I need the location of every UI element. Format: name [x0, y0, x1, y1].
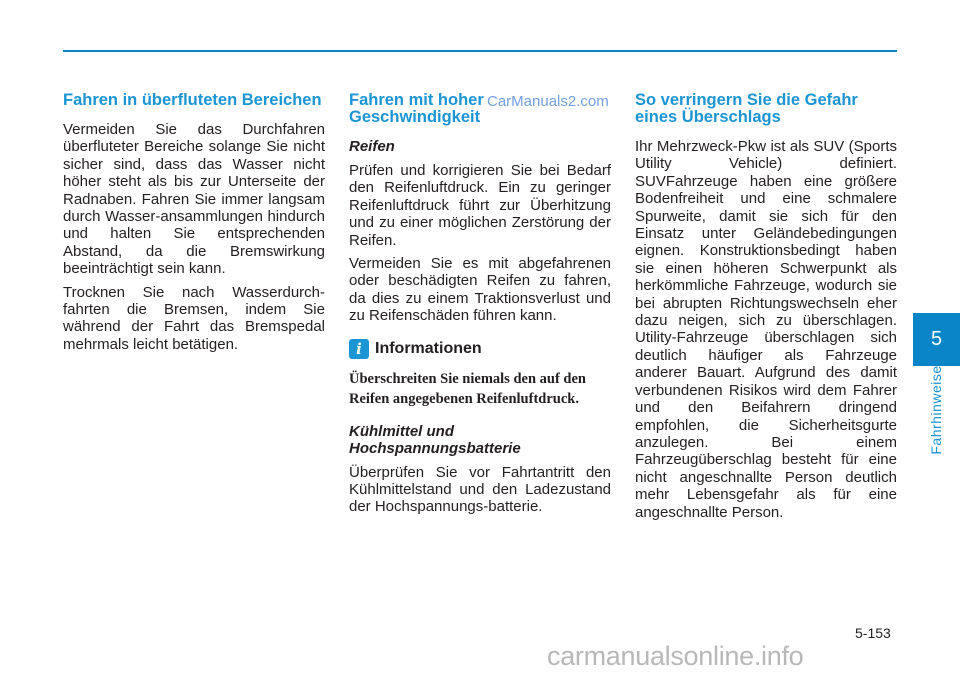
page-number: 5-153	[855, 625, 891, 641]
chapter-label: Fahrhinweise	[928, 365, 944, 455]
column-high-speed	[349, 92, 611, 522]
paragraph-rollover: Ihr Mehrzweck-Pkw ist als SUV (Sports Utility Vehicle) definiert. SUVFahrzeuge haben eine größere Bodenfreiheit und eine schmalere Spurweite, damit sie sich für den Einsatz unter Geländebedingungen eignen. Konstruktionsbedingt haben sie einen höheren Schwerpunkt als herkömmliche Fahrzeuge, wodurch sie bei abrupten Richtungswechseln eher dazu neigen, sich zu überschlagen. Utility-Fahrzeuge überschlagen sich deutlich häufiger als Fahrzeuge anderer Bauart. Aufgrund des damit verbundenen Risikos wird dem Fahrer und den Beifahrern dringend empfohlen, die Sicherheitsgurte anzulegen. Bei einem Fahrzeugüberschlag besteht für eine nicht angeschnallte Person deutlich mehr Lebensgefahr als für eine angeschnallte Person.	[635, 138, 897, 521]
column-flooded-areas	[63, 92, 325, 359]
paragraph-flooded-2: Trocknen Sie nach Wasserdurch-fahrten die Bremsen, indem Sie während der Fahrt das Bremspedal mehrmals leicht betätigen.	[63, 283, 325, 353]
subheading-tires: Reifen	[349, 138, 395, 155]
info-text: Überschreiten Sie niemals den auf den Reifen angegebenen Reifenluftdruck.	[349, 370, 586, 407]
subheading-coolant: Kühlmittel und Hochspannungsbatterie	[349, 422, 521, 457]
section-title-rollover: So verringern Sie die Gefahr eines Überschlags	[635, 91, 858, 126]
info-icon: i	[349, 339, 369, 359]
watermark-carmanuals2: CarManuals2.com	[487, 93, 609, 110]
chapter-number-tab: 5	[913, 313, 960, 366]
section-title-flooded: Fahren in überfluteten Bereichen	[63, 91, 322, 109]
info-title: Informationen	[375, 339, 482, 357]
paragraph-tires-1: Prüfen und korrigieren Sie bei Bedarf den Reifenluftdruck. Ein zu geringer Reifenluftdruck führt zur Überhitzung und zu einer möglichen Zerstörung der Reifen.	[349, 162, 611, 249]
top-divider	[63, 50, 897, 52]
paragraph-flooded-1: Vermeiden Sie das Durchfahren überfluteter Bereiche solange Sie nicht sicher sind, dass das Wasser nicht höher steht als bis zur Unterseite der Radnaben. Fahren Sie immer langsam durch Wasser-ansammlungen hindurch und halten Sie entsprechenden Abstand, da die Bremswirkung beeinträchtigt sein kann.	[63, 121, 325, 278]
info-header	[349, 339, 611, 359]
paragraph-coolant: Überprüfen Sie vor Fahrtantritt den Kühlmittelstand und den Ladezustand der Hochspannungs-batterie.	[349, 463, 611, 516]
section-title-high-speed: Fahren mit hoher Geschwindigkeit	[349, 91, 484, 126]
paragraph-tires-2: Vermeiden Sie es mit abgefahrenen oder beschädigten Reifen zu fahren, da dies zu einem Traktionsverlust und zu Reifenschäden führen kann.	[349, 255, 611, 325]
column-rollover	[635, 92, 897, 527]
watermark-carmanualsonline: carmanualsonline.info	[547, 641, 804, 671]
